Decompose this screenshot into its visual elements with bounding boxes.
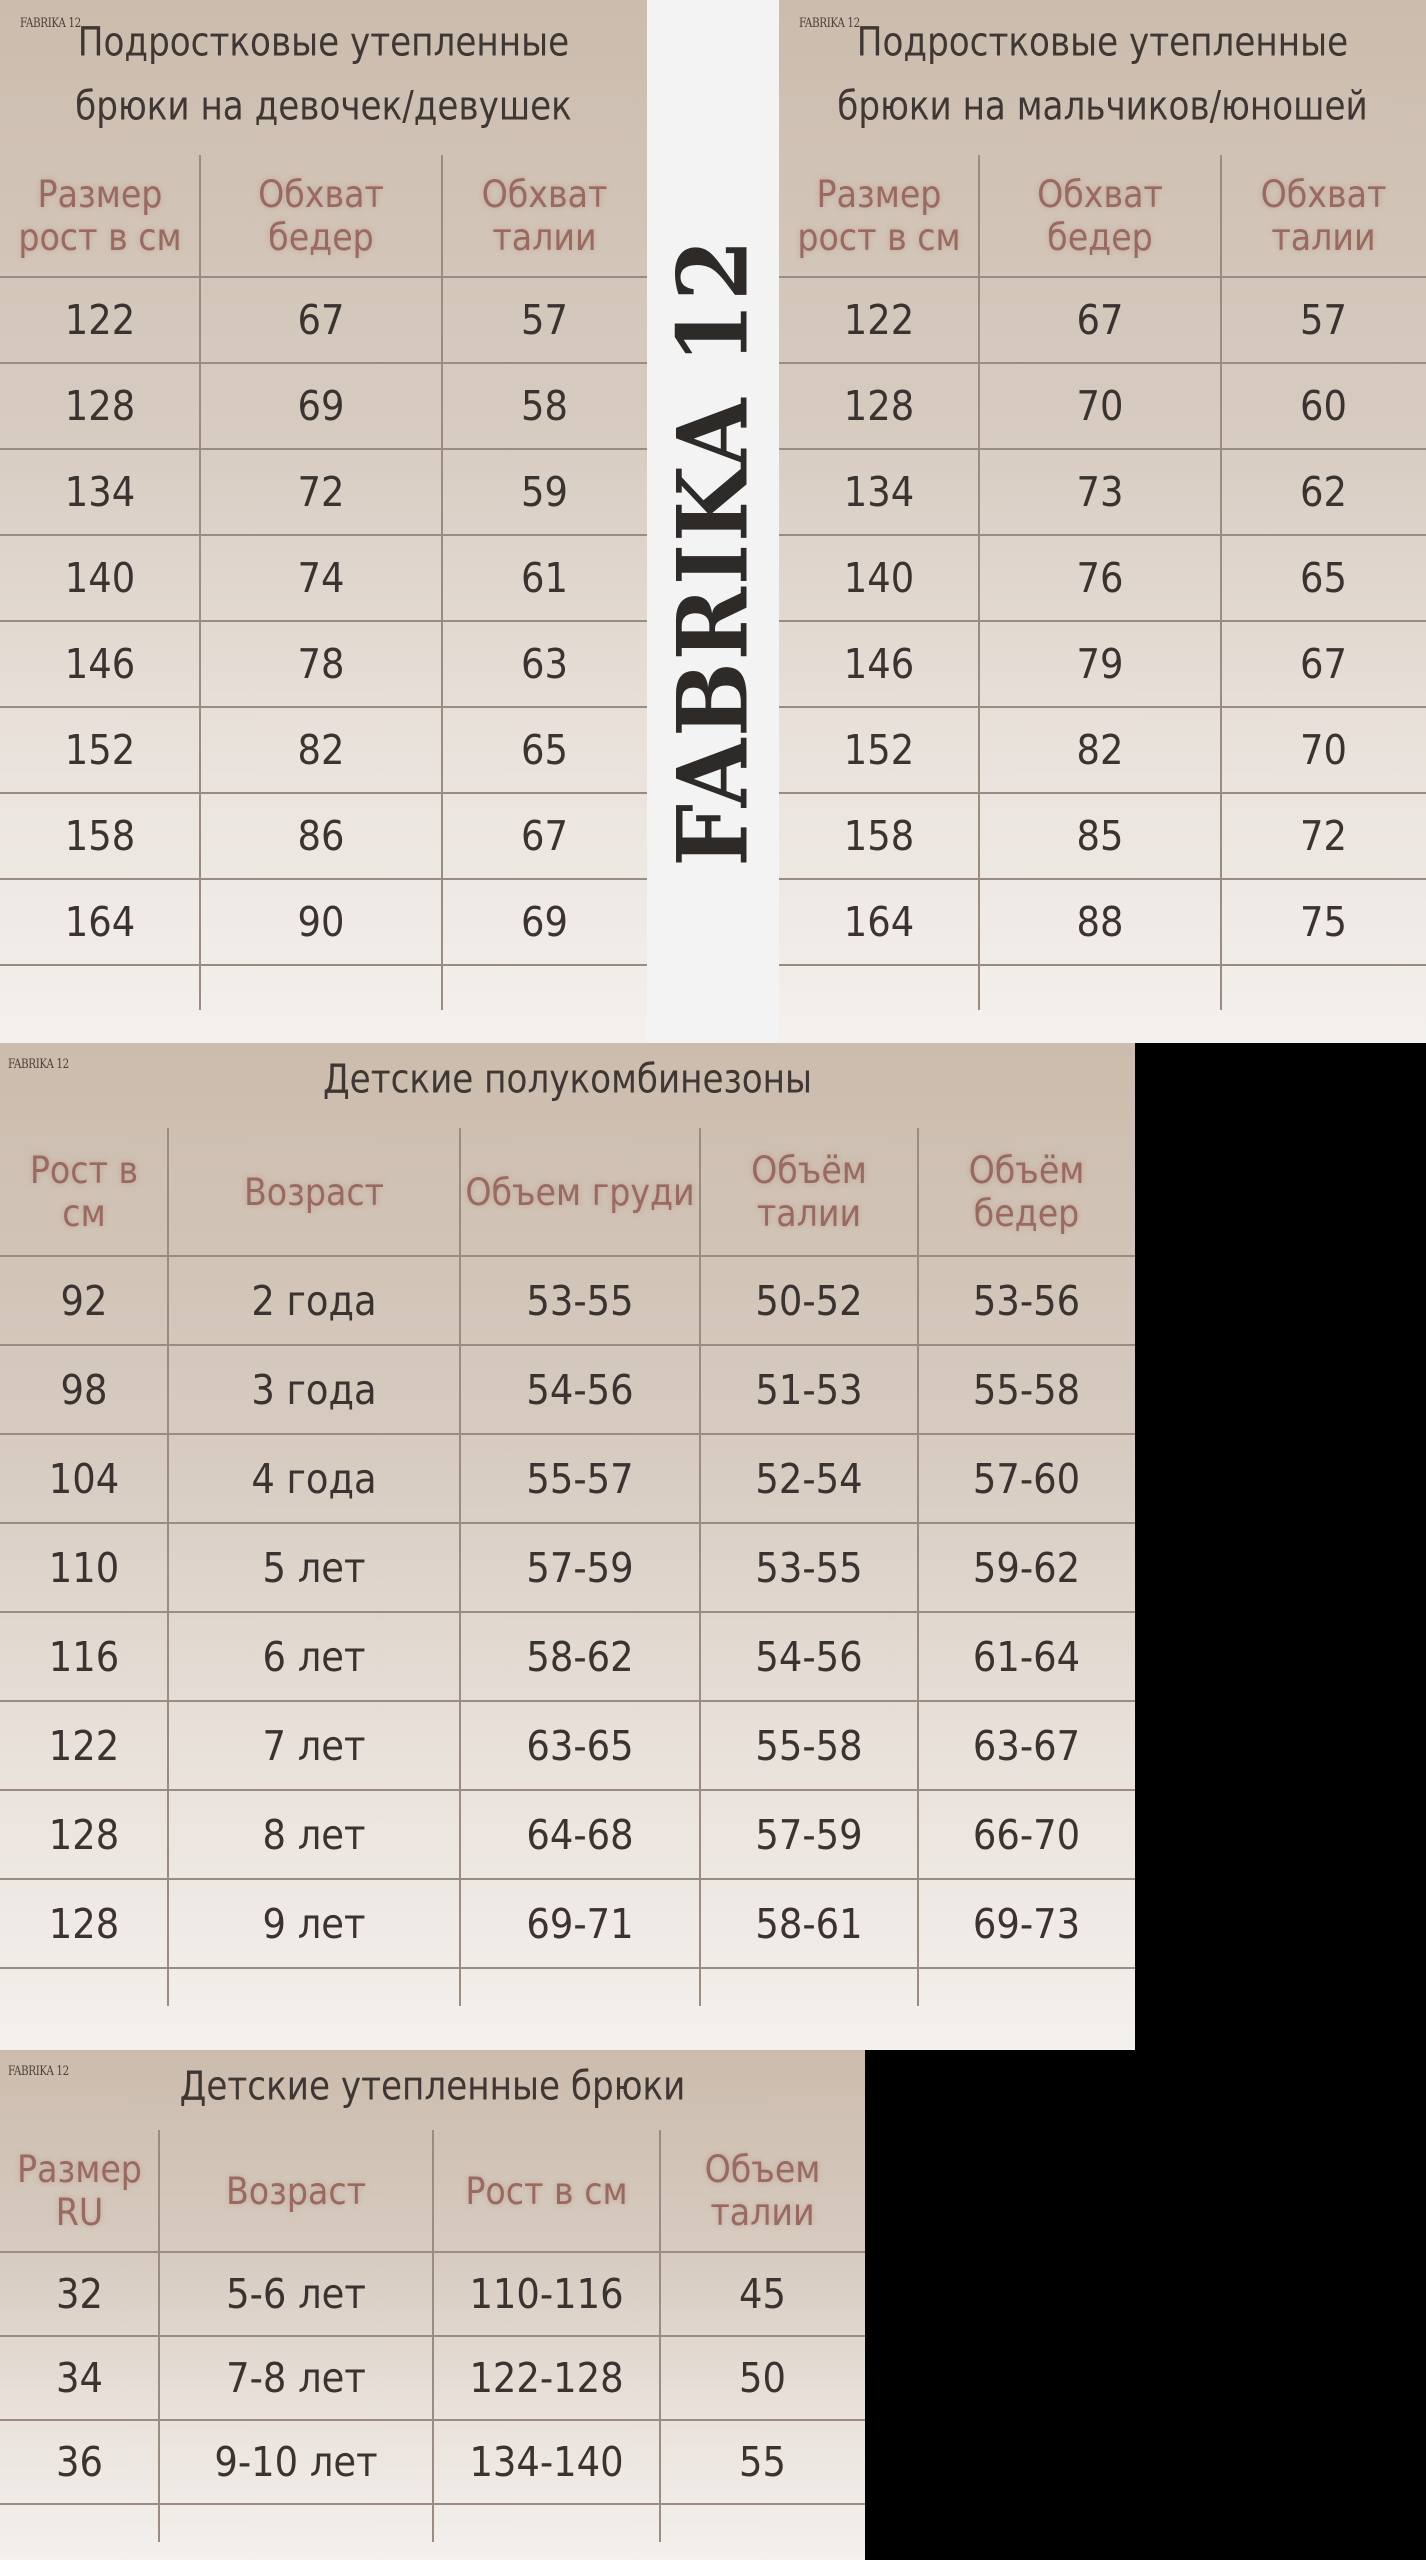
table-cell: 45	[739, 2270, 786, 2318]
table-cell: 140	[843, 554, 915, 602]
table-cell: 134	[64, 468, 136, 516]
row-divider	[0, 1522, 1135, 1524]
table-cell: 72	[297, 468, 345, 516]
row-divider	[779, 620, 1426, 622]
table-cell: 54-56	[526, 1365, 634, 1414]
table-cell: 34	[56, 2354, 103, 2402]
table-cell: 128	[48, 1810, 120, 1859]
table-cell: 67	[1300, 640, 1347, 688]
table-cell: 128	[843, 382, 915, 430]
table-cell: 53-56	[972, 1276, 1081, 1325]
girls-size-table	[0, 0, 647, 1043]
column-divider	[167, 1128, 169, 2006]
table-cell: 53-55	[755, 1543, 863, 1592]
table-cell: 66-70	[972, 1810, 1081, 1859]
table-cell: 134-140	[469, 2438, 624, 2486]
table-cell: 134	[843, 468, 915, 516]
row-divider	[0, 792, 647, 794]
table-cell: 3 года	[251, 1365, 377, 1414]
column-divider	[917, 1128, 919, 2006]
table-cell: 59	[521, 468, 568, 516]
table-cell: 78	[297, 640, 345, 688]
table-cell: 52-54	[755, 1454, 863, 1503]
table-cell: 62	[1300, 468, 1347, 516]
table-cell: 36	[56, 2438, 103, 2486]
table-cell: 76	[1076, 554, 1124, 602]
table-cell: 122	[64, 296, 136, 344]
column-header: Обхват бедер	[258, 173, 384, 259]
brand-logo-small: FABRIKA 12	[20, 16, 81, 31]
table-title-line-2: брюки на девочек/девушек	[75, 82, 572, 130]
size-grid	[0, 1128, 1135, 2050]
column-divider	[158, 2130, 160, 2542]
table-cell: 67	[297, 296, 345, 344]
table-cell: 146	[843, 640, 915, 688]
brand-logo-vertical: FABRIKA 12	[656, 237, 770, 867]
table-cell: 116	[48, 1632, 120, 1681]
table-title-line-1: Подростковые утепленные	[77, 18, 570, 66]
table-cell: 128	[48, 1899, 120, 1948]
row-divider	[779, 362, 1426, 364]
brand-logo-small: FABRIKA 12	[8, 1057, 69, 1072]
table-cell: 122	[48, 1721, 120, 1770]
table-cell: 92	[60, 1276, 108, 1325]
table-cell: 158	[64, 812, 136, 860]
row-divider	[779, 964, 1426, 966]
table-cell: 63-65	[526, 1721, 634, 1770]
row-divider	[779, 878, 1426, 880]
table-cell: 55-57	[526, 1454, 634, 1503]
row-divider	[0, 706, 647, 708]
table-cell: 122-128	[469, 2354, 624, 2402]
table-cell: 110-116	[469, 2270, 624, 2318]
table-cell: 146	[64, 640, 136, 688]
table-cell: 4 года	[251, 1454, 377, 1503]
table-cell: 7 лет	[262, 1721, 366, 1770]
column-header: Обхват талии	[481, 173, 608, 259]
table-cell: 32	[56, 2270, 103, 2318]
table-cell: 72	[1300, 812, 1347, 860]
table-title-line-1: Подростковые утепленные	[856, 18, 1349, 66]
table-cell: 8 лет	[262, 1810, 366, 1859]
size-grid	[779, 155, 1426, 1010]
column-divider	[659, 2130, 661, 2542]
table-cell: 61	[521, 554, 568, 602]
table-cell: 63	[521, 640, 568, 688]
table-cell: 57	[521, 296, 568, 344]
table-cell: 88	[1076, 898, 1124, 946]
table-cell: 140	[64, 554, 136, 602]
column-header: Объём бедер	[968, 1149, 1085, 1235]
column-header: Размер RU	[17, 2148, 142, 2234]
row-divider	[0, 1700, 1135, 1702]
row-divider	[779, 792, 1426, 794]
row-divider	[0, 1878, 1135, 1880]
table-cell: 74	[297, 554, 345, 602]
table-cell: 55	[739, 2438, 786, 2486]
column-header: Объем талии	[704, 2148, 821, 2234]
column-divider	[441, 155, 443, 1010]
table-cell: 82	[1076, 726, 1124, 774]
overalls-size-table	[0, 1043, 1135, 2050]
table-cell: 54-56	[755, 1632, 863, 1681]
row-divider	[0, 964, 647, 966]
table-cell: 9-10 лет	[214, 2438, 378, 2486]
table-cell: 63-67	[972, 1721, 1081, 1770]
boys-size-table	[779, 0, 1426, 1043]
table-cell: 67	[1076, 296, 1124, 344]
column-divider	[1220, 155, 1222, 1010]
table-cell: 5 лет	[262, 1543, 366, 1592]
table-cell: 86	[297, 812, 345, 860]
table-cell: 58	[521, 382, 568, 430]
table-cell: 64-68	[526, 1810, 634, 1859]
row-divider	[779, 448, 1426, 450]
table-cell: 65	[1300, 554, 1347, 602]
table-cell: 70	[1076, 382, 1124, 430]
table-cell: 9 лет	[262, 1899, 366, 1948]
table-cell: 152	[843, 726, 915, 774]
row-divider	[0, 620, 647, 622]
table-cell: 58-62	[526, 1632, 634, 1681]
column-header: Обхват талии	[1260, 173, 1387, 259]
row-divider	[0, 448, 647, 450]
column-divider	[199, 155, 201, 1010]
row-divider	[0, 1433, 1135, 1435]
row-divider	[0, 276, 647, 278]
column-divider	[699, 1128, 701, 2006]
table-title-line-2: брюки на мальчиков/юношей	[837, 82, 1368, 130]
table-cell: 122	[843, 296, 915, 344]
table-cell: 53-55	[526, 1276, 634, 1325]
table-cell: 57	[1300, 296, 1347, 344]
row-divider	[0, 1611, 1135, 1613]
column-header: Обхват бедер	[1037, 173, 1163, 259]
row-divider	[0, 1967, 1135, 1969]
table-cell: 164	[64, 898, 136, 946]
column-divider	[432, 2130, 434, 2542]
table-cell: 73	[1076, 468, 1124, 516]
column-header: Размер рост в см	[18, 173, 182, 259]
table-cell: 2 года	[251, 1276, 377, 1325]
row-divider	[779, 276, 1426, 278]
table-cell: 128	[64, 382, 136, 430]
table-cell: 55-58	[972, 1365, 1081, 1414]
table-cell: 70	[1300, 726, 1347, 774]
table-cell: 152	[64, 726, 136, 774]
row-divider	[0, 534, 647, 536]
column-header: Объем груди	[465, 1170, 695, 1214]
table-cell: 75	[1300, 898, 1347, 946]
row-divider	[779, 534, 1426, 536]
table-cell: 158	[843, 812, 915, 860]
table-cell: 82	[297, 726, 345, 774]
table-cell: 67	[521, 812, 568, 860]
table-cell: 57-59	[526, 1543, 634, 1592]
kids-pants-size-table	[0, 2050, 865, 2560]
column-header: Рост в см	[29, 1149, 139, 1235]
table-cell: 58-61	[755, 1899, 863, 1948]
column-header: Возраст	[243, 1170, 385, 1214]
table-cell: 164	[843, 898, 915, 946]
table-cell: 90	[297, 898, 345, 946]
table-title: Детские утепленные брюки	[179, 2062, 686, 2110]
table-cell: 5-6 лет	[226, 2270, 366, 2318]
row-divider	[0, 1255, 1135, 1257]
table-cell: 6 лет	[262, 1632, 366, 1681]
table-cell: 61-64	[972, 1632, 1081, 1681]
table-cell: 98	[60, 1365, 108, 1414]
brand-logo-small: FABRIKA 12	[8, 2064, 69, 2079]
table-cell: 85	[1076, 812, 1124, 860]
column-header: Возраст	[225, 2169, 367, 2213]
table-cell: 55-58	[755, 1721, 863, 1770]
table-cell: 51-53	[755, 1365, 863, 1414]
table-cell: 69-71	[526, 1899, 634, 1948]
table-cell: 7-8 лет	[226, 2354, 366, 2402]
table-cell: 57-60	[972, 1454, 1081, 1503]
table-cell: 69	[297, 382, 345, 430]
table-cell: 79	[1076, 640, 1124, 688]
table-cell: 69-73	[972, 1899, 1081, 1948]
table-cell: 60	[1300, 382, 1347, 430]
row-divider	[0, 1344, 1135, 1346]
size-grid	[0, 2130, 865, 2560]
table-cell: 65	[521, 726, 568, 774]
size-grid	[0, 155, 647, 1010]
column-header: Размер рост в см	[797, 173, 961, 259]
row-divider	[779, 706, 1426, 708]
table-cell: 59-62	[972, 1543, 1081, 1592]
table-cell: 50-52	[755, 1276, 863, 1325]
row-divider	[0, 878, 647, 880]
table-cell: 69	[521, 898, 568, 946]
table-cell: 50	[739, 2354, 786, 2402]
table-cell: 104	[48, 1454, 120, 1503]
column-divider	[978, 155, 980, 1010]
column-divider	[459, 1128, 461, 2006]
table-cell: 57-59	[755, 1810, 863, 1859]
row-divider	[0, 362, 647, 364]
row-divider	[0, 1789, 1135, 1791]
column-header: Объём талии	[751, 1149, 867, 1235]
brand-logo-small: FABRIKA 12	[799, 16, 860, 31]
table-cell: 110	[48, 1543, 120, 1592]
table-title: Детские полукомбинезоны	[322, 1055, 813, 1103]
column-header: Рост в см	[465, 2169, 628, 2213]
